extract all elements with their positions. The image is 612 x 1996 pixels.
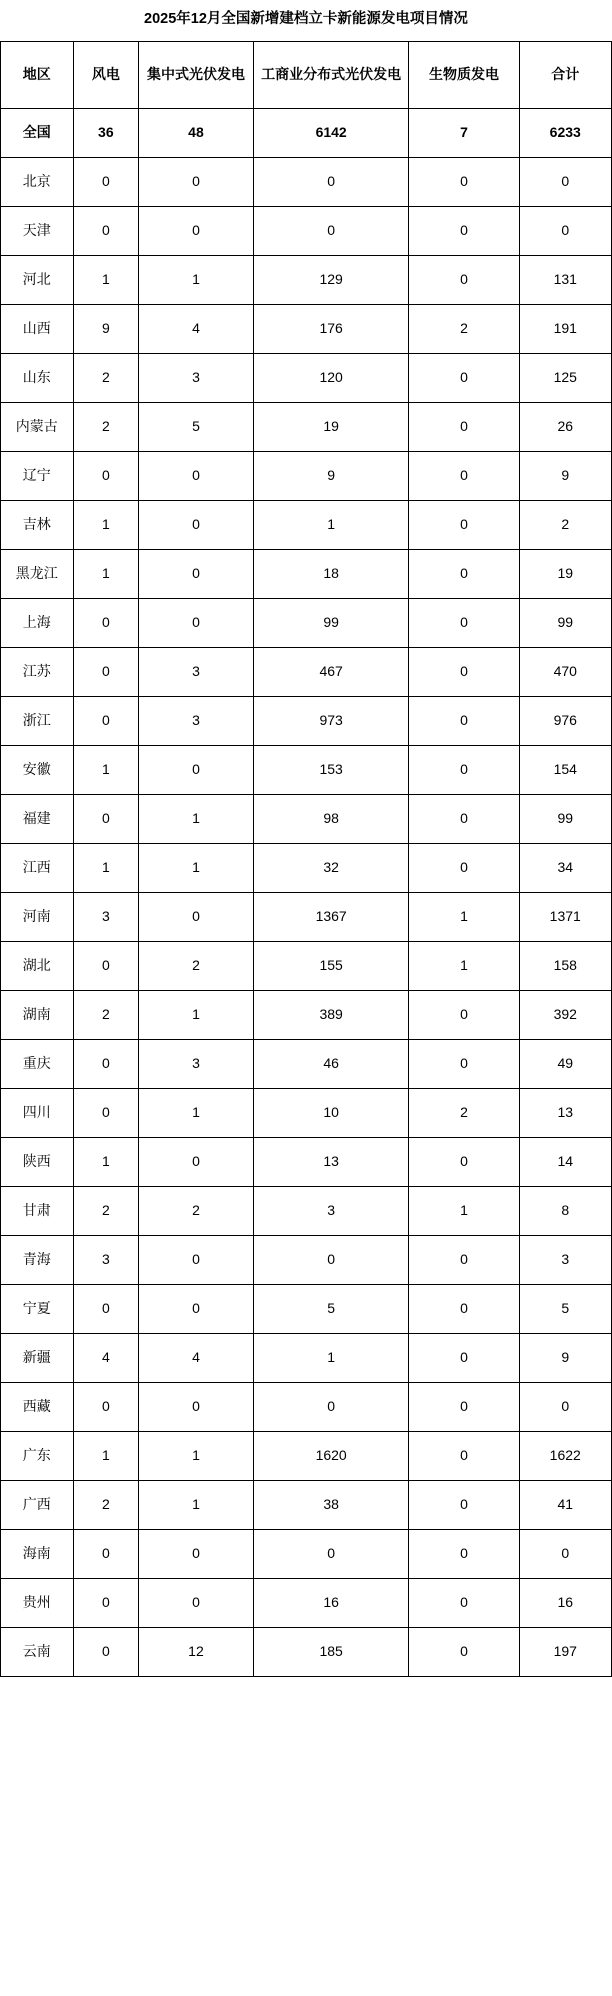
- table-cell-value: 1371: [519, 892, 612, 941]
- table-cell-region: 上海: [1, 598, 74, 647]
- table-cell-value: 1: [409, 892, 519, 941]
- table-cell-region: 山东: [1, 353, 74, 402]
- table-cell-value: 0: [253, 206, 409, 255]
- table-cell-value: 0: [73, 1039, 139, 1088]
- table-row: [1, 451, 612, 500]
- table-cell-value: 0: [139, 500, 254, 549]
- table-cell-region: 全国: [1, 108, 74, 157]
- table-cell-value: 3: [519, 1235, 612, 1284]
- table-cell-value: 0: [409, 549, 519, 598]
- table-cell-value: 1: [139, 255, 254, 304]
- table-cell-value: 197: [519, 1627, 612, 1676]
- table-cell-value: 2: [73, 990, 139, 1039]
- table-cell-value: 389: [253, 990, 409, 1039]
- table-cell-value: 2: [519, 500, 612, 549]
- table-cell-value: 1: [73, 255, 139, 304]
- table-cell-value: 0: [73, 1627, 139, 1676]
- table-cell-region: 内蒙古: [1, 402, 74, 451]
- table-cell-value: 99: [519, 794, 612, 843]
- table-header: [1, 41, 612, 108]
- table-row: [1, 255, 612, 304]
- table-cell-value: 0: [409, 451, 519, 500]
- table-cell-value: 2: [139, 941, 254, 990]
- table-cell-value: 1: [253, 500, 409, 549]
- table-cell-region: 福建: [1, 794, 74, 843]
- table-cell-value: 0: [73, 794, 139, 843]
- table-row: [1, 1578, 612, 1627]
- table-cell-value: 0: [409, 1333, 519, 1382]
- table-row: [1, 1529, 612, 1578]
- table-cell-value: 0: [409, 1382, 519, 1431]
- table-cell-value: 0: [139, 157, 254, 206]
- table-cell-value: 41: [519, 1480, 612, 1529]
- table-cell-value: 26: [519, 402, 612, 451]
- table-cell-value: 99: [519, 598, 612, 647]
- table-cell-value: 2: [73, 1186, 139, 1235]
- table-cell-value: 5: [519, 1284, 612, 1333]
- table-cell-value: 0: [409, 794, 519, 843]
- table-cell-value: 0: [409, 402, 519, 451]
- table-cell-value: 4: [139, 304, 254, 353]
- table-cell-value: 0: [253, 1235, 409, 1284]
- table-cell-value: 153: [253, 745, 409, 794]
- table-cell-value: 154: [519, 745, 612, 794]
- table-cell-value: 6142: [253, 108, 409, 157]
- table-cell-value: 0: [253, 1529, 409, 1578]
- table-body: [1, 108, 612, 1676]
- table-cell-value: 0: [139, 1235, 254, 1284]
- column-header-region: 地区: [1, 41, 74, 108]
- table-cell-value: 12: [139, 1627, 254, 1676]
- table-cell-region: 陕西: [1, 1137, 74, 1186]
- table-cell-value: 0: [73, 598, 139, 647]
- table-cell-region: 黑龙江: [1, 549, 74, 598]
- table-row: [1, 304, 612, 353]
- table-cell-region: 云南: [1, 1627, 74, 1676]
- table-cell-value: 1620: [253, 1431, 409, 1480]
- table-cell-value: 0: [409, 990, 519, 1039]
- column-header-commercial-distributed-pv: 工商业分布式光伏发电: [253, 41, 409, 108]
- table-cell-value: 38: [253, 1480, 409, 1529]
- table-cell-value: 0: [409, 1137, 519, 1186]
- table-row: [1, 647, 612, 696]
- table-cell-region: 宁夏: [1, 1284, 74, 1333]
- table-cell-region: 贵州: [1, 1578, 74, 1627]
- table-row: [1, 1627, 612, 1676]
- table-cell-value: 131: [519, 255, 612, 304]
- table-cell-value: 1: [73, 1431, 139, 1480]
- table-row: [1, 843, 612, 892]
- table-cell-value: 2: [409, 304, 519, 353]
- table-cell-value: 0: [519, 157, 612, 206]
- table-cell-value: 13: [519, 1088, 612, 1137]
- table-row: [1, 1382, 612, 1431]
- table-cell-value: 0: [519, 1529, 612, 1578]
- table-cell-value: 0: [409, 745, 519, 794]
- table-cell-value: 0: [409, 1578, 519, 1627]
- new-energy-projects-table: [0, 41, 612, 1677]
- table-cell-value: 3: [139, 1039, 254, 1088]
- table-cell-value: 9: [253, 451, 409, 500]
- table-cell-value: 2: [73, 353, 139, 402]
- table-cell-value: 3: [73, 892, 139, 941]
- table-cell-value: 158: [519, 941, 612, 990]
- table-cell-value: 392: [519, 990, 612, 1039]
- table-row: [1, 1088, 612, 1137]
- table-cell-value: 0: [73, 647, 139, 696]
- table-cell-value: 1: [139, 843, 254, 892]
- table-cell-value: 0: [409, 157, 519, 206]
- table-cell-value: 8: [519, 1186, 612, 1235]
- table-cell-region: 广西: [1, 1480, 74, 1529]
- table-cell-value: 0: [409, 1431, 519, 1480]
- table-cell-value: 976: [519, 696, 612, 745]
- table-cell-value: 125: [519, 353, 612, 402]
- table-cell-value: 4: [73, 1333, 139, 1382]
- table-row: [1, 353, 612, 402]
- table-cell-value: 0: [73, 1578, 139, 1627]
- table-cell-value: 0: [73, 941, 139, 990]
- table-cell-value: 0: [253, 1382, 409, 1431]
- table-cell-value: 0: [73, 696, 139, 745]
- table-cell-value: 1622: [519, 1431, 612, 1480]
- table-cell-value: 0: [139, 1382, 254, 1431]
- table-row: [1, 1137, 612, 1186]
- table-cell-value: 470: [519, 647, 612, 696]
- table-cell-value: 46: [253, 1039, 409, 1088]
- table-cell-value: 120: [253, 353, 409, 402]
- table-cell-region: 辽宁: [1, 451, 74, 500]
- table-cell-value: 176: [253, 304, 409, 353]
- table-cell-value: 1: [73, 843, 139, 892]
- table-cell-value: 0: [409, 1284, 519, 1333]
- table-cell-value: 0: [139, 892, 254, 941]
- table-cell-value: 5: [253, 1284, 409, 1333]
- table-cell-value: 0: [139, 745, 254, 794]
- table-row: [1, 1235, 612, 1284]
- table-cell-region: 广东: [1, 1431, 74, 1480]
- table-cell-value: 9: [519, 1333, 612, 1382]
- table-row: [1, 206, 612, 255]
- table-cell-value: 0: [409, 843, 519, 892]
- column-header-centralized-pv: 集中式光伏发电: [139, 41, 254, 108]
- table-cell-region: 河南: [1, 892, 74, 941]
- table-cell-value: 3: [139, 647, 254, 696]
- table-row: [1, 696, 612, 745]
- table-row: [1, 892, 612, 941]
- table-cell-value: 3: [73, 1235, 139, 1284]
- table-cell-value: 16: [519, 1578, 612, 1627]
- table-row: [1, 1480, 612, 1529]
- table-cell-value: 1: [409, 1186, 519, 1235]
- table-cell-value: 19: [253, 402, 409, 451]
- table-row: [1, 941, 612, 990]
- table-cell-value: 0: [409, 1235, 519, 1284]
- table-cell-value: 0: [409, 500, 519, 549]
- table-cell-value: 0: [139, 1578, 254, 1627]
- table-cell-region: 四川: [1, 1088, 74, 1137]
- table-cell-value: 5: [139, 402, 254, 451]
- column-header-wind: 风电: [73, 41, 139, 108]
- table-cell-region: 甘肃: [1, 1186, 74, 1235]
- table-cell-region: 天津: [1, 206, 74, 255]
- table-cell-value: 155: [253, 941, 409, 990]
- table-cell-region: 重庆: [1, 1039, 74, 1088]
- table-cell-region: 湖北: [1, 941, 74, 990]
- table-cell-value: 1: [139, 794, 254, 843]
- table-row: [1, 402, 612, 451]
- table-cell-value: 1: [139, 1431, 254, 1480]
- table-cell-value: 0: [73, 1529, 139, 1578]
- table-cell-value: 32: [253, 843, 409, 892]
- table-cell-value: 0: [73, 451, 139, 500]
- table-cell-value: 1: [139, 1088, 254, 1137]
- table-cell-value: 0: [409, 696, 519, 745]
- table-row: [1, 745, 612, 794]
- table-cell-value: 10: [253, 1088, 409, 1137]
- table-cell-value: 16: [253, 1578, 409, 1627]
- table-cell-region: 河北: [1, 255, 74, 304]
- table-cell-region: 新疆: [1, 1333, 74, 1382]
- table-cell-value: 0: [409, 598, 519, 647]
- table-header-row: [1, 41, 612, 108]
- table-cell-region: 西藏: [1, 1382, 74, 1431]
- table-cell-value: 0: [409, 647, 519, 696]
- table-cell-value: 9: [73, 304, 139, 353]
- table-cell-value: 1367: [253, 892, 409, 941]
- table-row: [1, 794, 612, 843]
- table-cell-value: 0: [519, 1382, 612, 1431]
- page-title: 2025年12月全国新增建档立卡新能源发电项目情况: [144, 11, 468, 27]
- table-cell-region: 浙江: [1, 696, 74, 745]
- table-row: [1, 157, 612, 206]
- table-row: [1, 1039, 612, 1088]
- table-row: [1, 598, 612, 647]
- table-cell-value: 0: [73, 1284, 139, 1333]
- table-cell-value: 0: [409, 206, 519, 255]
- table-cell-value: 0: [73, 206, 139, 255]
- table-cell-value: 467: [253, 647, 409, 696]
- table-cell-value: 129: [253, 255, 409, 304]
- table-cell-value: 0: [73, 1088, 139, 1137]
- table-cell-value: 0: [409, 1039, 519, 1088]
- table-cell-value: 3: [139, 696, 254, 745]
- table-cell-value: 7: [409, 108, 519, 157]
- table-row: [1, 108, 612, 157]
- table-cell-value: 0: [73, 1382, 139, 1431]
- table-cell-value: 98: [253, 794, 409, 843]
- table-cell-value: 973: [253, 696, 409, 745]
- table-cell-region: 青海: [1, 1235, 74, 1284]
- table-row: [1, 1333, 612, 1382]
- table-cell-value: 2: [409, 1088, 519, 1137]
- table-cell-value: 14: [519, 1137, 612, 1186]
- table-cell-value: 4: [139, 1333, 254, 1382]
- table-cell-region: 江西: [1, 843, 74, 892]
- table-cell-region: 湖南: [1, 990, 74, 1039]
- table-cell-value: 2: [139, 1186, 254, 1235]
- table-cell-value: 1: [253, 1333, 409, 1382]
- table-cell-value: 3: [139, 353, 254, 402]
- table-cell-value: 1: [139, 990, 254, 1039]
- table-cell-value: 0: [139, 1284, 254, 1333]
- table-cell-value: 185: [253, 1627, 409, 1676]
- table-cell-value: 0: [139, 549, 254, 598]
- table-row: [1, 1284, 612, 1333]
- table-cell-value: 48: [139, 108, 254, 157]
- table-cell-value: 1: [73, 745, 139, 794]
- table-cell-value: 2: [73, 1480, 139, 1529]
- table-cell-value: 1: [73, 549, 139, 598]
- table-cell-value: 2: [73, 402, 139, 451]
- table-cell-value: 0: [409, 1480, 519, 1529]
- table-row: [1, 1431, 612, 1480]
- table-cell-value: 0: [519, 206, 612, 255]
- table-cell-value: 0: [409, 255, 519, 304]
- table-cell-region: 江苏: [1, 647, 74, 696]
- table-cell-value: 18: [253, 549, 409, 598]
- table-cell-region: 安徽: [1, 745, 74, 794]
- table-cell-value: 99: [253, 598, 409, 647]
- table-cell-value: 36: [73, 108, 139, 157]
- table-cell-value: 9: [519, 451, 612, 500]
- table-cell-value: 0: [139, 451, 254, 500]
- table-cell-value: 0: [139, 1137, 254, 1186]
- table-cell-region: 吉林: [1, 500, 74, 549]
- table-cell-value: 0: [139, 206, 254, 255]
- table-cell-value: 1: [409, 941, 519, 990]
- table-cell-value: 0: [409, 1529, 519, 1578]
- table-cell-value: 49: [519, 1039, 612, 1088]
- table-row: [1, 500, 612, 549]
- table-cell-region: 海南: [1, 1529, 74, 1578]
- table-cell-region: 北京: [1, 157, 74, 206]
- table-cell-region: 山西: [1, 304, 74, 353]
- table-cell-value: 1: [73, 500, 139, 549]
- table-cell-value: 0: [409, 1627, 519, 1676]
- table-row: [1, 549, 612, 598]
- column-header-total: 合计: [519, 41, 612, 108]
- table-cell-value: 0: [73, 157, 139, 206]
- table-cell-value: 6233: [519, 108, 612, 157]
- table-cell-value: 0: [139, 1529, 254, 1578]
- table-cell-value: 1: [73, 1137, 139, 1186]
- table-cell-value: 19: [519, 549, 612, 598]
- table-cell-value: 1: [139, 1480, 254, 1529]
- table-cell-value: 3: [253, 1186, 409, 1235]
- table-cell-value: 0: [409, 353, 519, 402]
- column-header-biomass: 生物质发电: [409, 41, 519, 108]
- table-cell-value: 0: [139, 598, 254, 647]
- table-row: [1, 990, 612, 1039]
- table-cell-value: 0: [253, 157, 409, 206]
- table-cell-value: 191: [519, 304, 612, 353]
- table-cell-value: 34: [519, 843, 612, 892]
- table-cell-value: 13: [253, 1137, 409, 1186]
- table-row: [1, 1186, 612, 1235]
